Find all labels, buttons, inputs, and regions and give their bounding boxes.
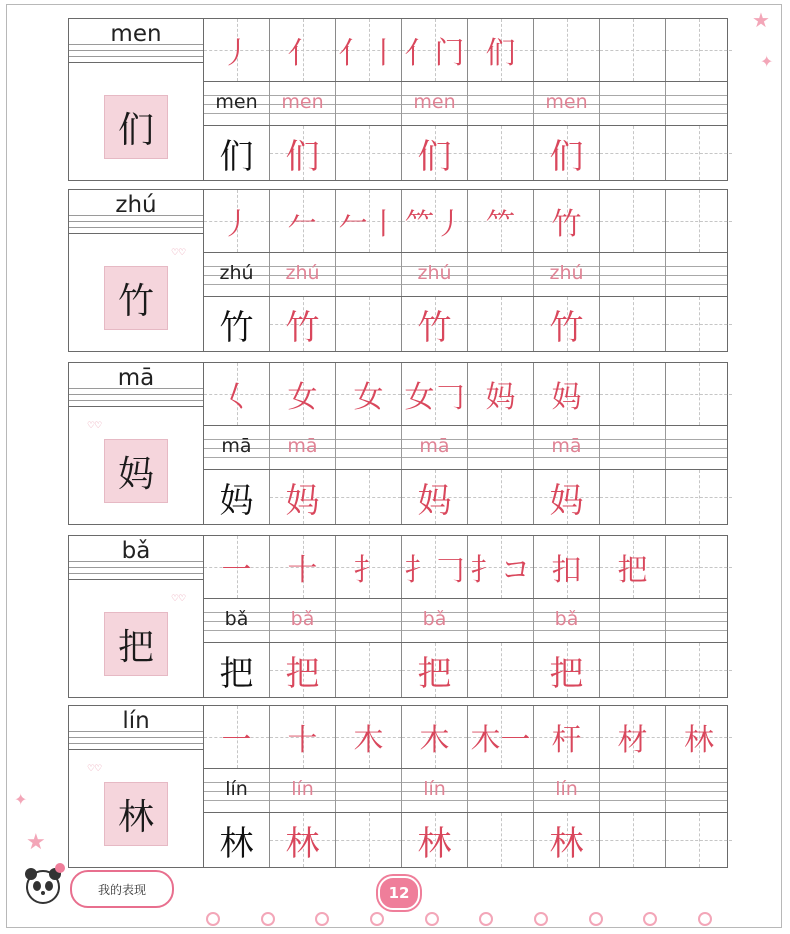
character-card: 们 [104, 95, 168, 159]
character-trace: 妈 [417, 480, 452, 521]
character-trace: 们 [549, 136, 584, 177]
character-trace: 林 [285, 823, 320, 864]
page-number: 12 [378, 876, 420, 910]
pinyin-trace[interactable]: lín [402, 769, 468, 812]
stroke-cell[interactable] [204, 19, 270, 81]
stroke-cell[interactable] [204, 536, 270, 598]
pinyin-practice-row [204, 253, 727, 297]
stroke-step: 𠂉丨 [338, 207, 399, 242]
character-trace: 林 [549, 823, 584, 864]
stroke-cell[interactable] [270, 363, 336, 425]
character-trace-cell[interactable] [336, 126, 402, 180]
stroke-step: 林 [684, 723, 714, 758]
stroke-step: 一 [221, 723, 252, 758]
hearts-icon: ♡♡ [87, 421, 102, 431]
character-trace: 把 [417, 653, 452, 694]
pinyin-trace[interactable] [336, 82, 402, 125]
character-practice-row [204, 643, 727, 697]
stroke-cell[interactable] [336, 19, 402, 81]
character-trace-cell[interactable] [402, 126, 468, 180]
character-trace-cell[interactable] [468, 470, 534, 524]
pinyin-trace[interactable] [600, 426, 666, 469]
character-info [69, 19, 204, 180]
stroke-cell[interactable] [402, 536, 468, 598]
stroke-cell[interactable] [204, 363, 270, 425]
stroke-step: 木 [353, 723, 384, 758]
pinyin-trace[interactable]: zhú [402, 253, 468, 296]
hearts-icon: ♡♡ [171, 248, 186, 258]
character-pinyin: bǎ [121, 538, 151, 564]
character-model-cell[interactable] [204, 643, 270, 697]
character-practice-row [204, 126, 727, 180]
pinyin-trace[interactable] [600, 769, 666, 812]
pinyin-trace[interactable] [336, 426, 402, 469]
pinyin-practice-row [204, 82, 727, 126]
character-practice-row [204, 470, 727, 524]
pinyin-trace[interactable]: zhú [534, 253, 600, 296]
stroke-cell[interactable] [666, 190, 732, 252]
stroke-order-row [204, 706, 727, 769]
character-trace-cell[interactable] [402, 813, 468, 867]
pinyin-trace[interactable] [468, 599, 534, 642]
flower-icon [698, 912, 712, 926]
stroke-cell[interactable] [336, 706, 402, 768]
stroke-cell[interactable] [534, 706, 600, 768]
stroke-cell[interactable] [666, 363, 732, 425]
pinyin-trace[interactable]: mā [270, 426, 336, 469]
stroke-cell[interactable] [666, 706, 732, 768]
character-card: 妈 [104, 439, 168, 503]
pinyin-trace[interactable] [600, 599, 666, 642]
performance-badge-label: 我的表现 [97, 882, 146, 897]
flower-icon [315, 912, 329, 926]
character-info [69, 363, 204, 524]
character-trace-cell[interactable] [336, 813, 402, 867]
stroke-cell[interactable] [270, 190, 336, 252]
stroke-cell[interactable] [468, 536, 534, 598]
stroke-cell[interactable] [468, 706, 534, 768]
character-trace-cell[interactable] [600, 126, 666, 180]
character-trace-cell[interactable] [666, 470, 732, 524]
character-trace: 竹 [285, 307, 320, 348]
stroke-order-row [204, 363, 727, 426]
flower-border [6, 910, 782, 928]
character-trace-cell[interactable] [468, 813, 534, 867]
stroke-step: 十 [287, 723, 318, 758]
flower-icon [370, 912, 384, 926]
stroke-step: 丿 [221, 207, 252, 242]
character-trace-cell[interactable] [600, 297, 666, 351]
stroke-step: 妈 [485, 380, 516, 415]
character-trace: 林 [417, 823, 452, 864]
character-model: 竹 [219, 307, 254, 348]
stroke-step: 木一 [470, 723, 531, 758]
pinyin-model[interactable]: zhú [204, 253, 270, 296]
character-trace-cell[interactable] [402, 470, 468, 524]
character-trace: 竹 [417, 307, 452, 348]
character-practice-row [204, 813, 727, 867]
stroke-cell[interactable] [468, 190, 534, 252]
star-decoration-icon: ★ [752, 8, 770, 32]
stroke-step: 𡿨 [221, 380, 252, 415]
stroke-cell[interactable] [534, 363, 600, 425]
pinyin-trace[interactable] [336, 599, 402, 642]
character-model-cell[interactable] [204, 297, 270, 351]
stroke-step: 扌𠃌 [404, 553, 465, 588]
pinyin-trace[interactable] [468, 82, 534, 125]
character-trace-cell[interactable] [270, 813, 336, 867]
character-model: 林 [219, 823, 254, 864]
practice-grid [204, 190, 727, 351]
pinyin-trace[interactable] [666, 253, 732, 296]
character-info [69, 706, 204, 867]
flower-icon [206, 912, 220, 926]
pinyin-model[interactable]: mā [204, 426, 270, 469]
stroke-step: 们 [485, 36, 516, 71]
pinyin-trace[interactable] [666, 769, 732, 812]
pinyin-trace[interactable] [600, 253, 666, 296]
character-trace-cell[interactable] [336, 643, 402, 697]
character-block [68, 535, 728, 698]
character-info [69, 536, 204, 697]
stroke-step: 女𠃌 [404, 380, 465, 415]
character-trace-cell[interactable] [600, 470, 666, 524]
pinyin-trace[interactable] [468, 769, 534, 812]
practice-grid [204, 363, 727, 524]
stroke-cell[interactable] [402, 19, 468, 81]
hearts-icon: ♡♡ [171, 594, 186, 604]
pinyin-trace[interactable] [336, 769, 402, 812]
character-trace: 们 [417, 136, 452, 177]
character-trace: 妈 [549, 480, 584, 521]
pinyin-trace[interactable]: lín [534, 769, 600, 812]
character-pinyin: lín [122, 708, 150, 734]
stroke-step: 女 [353, 380, 384, 415]
pinyin-trace[interactable]: mā [534, 426, 600, 469]
character-trace-cell[interactable] [468, 297, 534, 351]
character-model: 们 [219, 136, 254, 177]
stroke-cell[interactable] [600, 706, 666, 768]
pinyin-trace[interactable]: men [270, 82, 336, 125]
practice-grid [204, 19, 727, 180]
pinyin-trace[interactable] [336, 253, 402, 296]
stroke-cell[interactable] [600, 536, 666, 598]
stroke-step: 扌 [353, 553, 384, 588]
character-card: 林 [104, 782, 168, 846]
performance-badge[interactable] [70, 870, 174, 908]
character-trace-cell[interactable] [468, 643, 534, 697]
stroke-step: 材 [617, 723, 648, 758]
character-trace-cell[interactable] [336, 470, 402, 524]
character-model-cell[interactable] [204, 813, 270, 867]
pinyin-trace[interactable] [666, 426, 732, 469]
stroke-step: 亻 [287, 36, 318, 71]
stroke-cell[interactable] [468, 363, 534, 425]
stroke-cell[interactable] [468, 19, 534, 81]
stroke-step: 扌コ [470, 553, 531, 588]
character-trace-cell[interactable] [270, 126, 336, 180]
star-decoration-icon: ✦ [760, 52, 774, 71]
stroke-step: 丿 [221, 36, 252, 71]
character-trace-cell[interactable] [600, 813, 666, 867]
character-trace-cell[interactable] [402, 643, 468, 697]
flower-icon [589, 912, 603, 926]
flower-icon [261, 912, 275, 926]
character-trace: 竹 [549, 307, 584, 348]
pinyin-trace[interactable]: bǎ [270, 599, 336, 642]
pinyin-practice-row [204, 426, 727, 470]
stroke-cell[interactable] [336, 190, 402, 252]
pinyin-trace[interactable] [666, 599, 732, 642]
character-block [68, 189, 728, 352]
character-model-cell[interactable] [204, 470, 270, 524]
stroke-cell[interactable] [204, 706, 270, 768]
pinyin-model[interactable]: bǎ [204, 599, 270, 642]
stroke-cell[interactable] [600, 190, 666, 252]
pinyin-box [69, 536, 203, 580]
practice-grid [204, 536, 727, 697]
stroke-cell[interactable] [534, 19, 600, 81]
pinyin-box [69, 19, 203, 63]
character-trace-cell[interactable] [534, 643, 600, 697]
character-trace-cell[interactable] [402, 297, 468, 351]
pinyin-box [69, 706, 203, 750]
character-trace: 妈 [285, 480, 320, 521]
character-pinyin: mā [117, 365, 155, 391]
stroke-step: ⺮丿 [404, 207, 465, 242]
star-decoration-icon: ★ [26, 830, 46, 855]
character-trace-cell[interactable] [270, 297, 336, 351]
stroke-cell[interactable] [270, 19, 336, 81]
panda-mascot-icon [20, 862, 66, 908]
stroke-cell[interactable] [336, 363, 402, 425]
stroke-step: ⺮ [485, 207, 516, 242]
character-trace: 把 [285, 653, 320, 694]
character-model-cell[interactable] [204, 126, 270, 180]
pinyin-box [69, 190, 203, 234]
pinyin-trace[interactable]: men [402, 82, 468, 125]
stroke-cell[interactable] [534, 190, 600, 252]
stroke-order-row [204, 190, 727, 253]
flower-icon [534, 912, 548, 926]
pinyin-practice-row [204, 599, 727, 643]
pinyin-trace[interactable] [468, 426, 534, 469]
stroke-step: 把 [617, 553, 648, 588]
pinyin-model[interactable]: lín [204, 769, 270, 812]
pinyin-trace[interactable]: bǎ [402, 599, 468, 642]
stroke-cell[interactable] [402, 363, 468, 425]
pinyin-trace[interactable] [468, 253, 534, 296]
pinyin-model[interactable]: men [204, 82, 270, 125]
stroke-step: 亻门 [404, 36, 465, 71]
stroke-step: 亻丨 [338, 36, 399, 71]
stroke-step: 妈 [551, 380, 582, 415]
character-trace-cell[interactable] [534, 813, 600, 867]
pinyin-box [69, 363, 203, 407]
stroke-order-row [204, 536, 727, 599]
character-block [68, 18, 728, 181]
flower-icon [425, 912, 439, 926]
character-trace-cell[interactable] [666, 126, 732, 180]
character-practice-row [204, 297, 727, 351]
character-card: 竹 [104, 266, 168, 330]
stroke-step: 女 [287, 380, 318, 415]
stroke-order-row [204, 19, 727, 82]
character-trace-cell[interactable] [534, 470, 600, 524]
stroke-cell[interactable] [402, 706, 468, 768]
character-trace-cell[interactable] [534, 126, 600, 180]
character-model: 妈 [219, 480, 254, 521]
stroke-step: 十 [287, 553, 318, 588]
flower-icon [643, 912, 657, 926]
stroke-step: 𠂉 [287, 207, 318, 242]
practice-grid [204, 706, 727, 867]
character-trace: 把 [549, 653, 584, 694]
stroke-step: 木 [419, 723, 450, 758]
character-trace-cell[interactable] [534, 297, 600, 351]
character-info [69, 190, 204, 351]
character-trace-cell[interactable] [270, 470, 336, 524]
stroke-cell[interactable] [534, 536, 600, 598]
pinyin-practice-row [204, 769, 727, 813]
character-card: 把 [104, 612, 168, 676]
hearts-icon: ♡♡ [87, 764, 102, 774]
character-trace-cell[interactable] [600, 643, 666, 697]
character-pinyin: men [110, 21, 162, 47]
character-trace-cell[interactable] [666, 643, 732, 697]
stroke-step: 竹 [551, 207, 582, 242]
character-model: 把 [219, 653, 254, 694]
pinyin-trace[interactable] [600, 82, 666, 125]
stroke-cell[interactable] [600, 19, 666, 81]
star-decoration-icon: ✦ [14, 790, 28, 809]
stroke-step: 杆 [551, 723, 582, 758]
stroke-cell[interactable] [666, 19, 732, 81]
pinyin-trace[interactable]: lín [270, 769, 336, 812]
pinyin-trace[interactable]: bǎ [534, 599, 600, 642]
stroke-cell[interactable] [600, 363, 666, 425]
character-trace-cell[interactable] [666, 297, 732, 351]
character-trace-cell[interactable] [270, 643, 336, 697]
pinyin-trace[interactable] [666, 82, 732, 125]
stroke-cell[interactable] [336, 536, 402, 598]
pinyin-trace[interactable]: mā [402, 426, 468, 469]
character-trace: 们 [285, 136, 320, 177]
pinyin-trace[interactable]: zhú [270, 253, 336, 296]
pinyin-trace[interactable]: men [534, 82, 600, 125]
character-pinyin: zhú [115, 192, 157, 218]
stroke-cell[interactable] [270, 536, 336, 598]
flower-icon [479, 912, 493, 926]
character-block [68, 705, 728, 868]
stroke-step: 一 [221, 553, 252, 588]
character-trace-cell[interactable] [468, 126, 534, 180]
stroke-step: 扣 [551, 553, 582, 588]
character-trace-cell[interactable] [666, 813, 732, 867]
stroke-cell[interactable] [402, 190, 468, 252]
stroke-cell[interactable] [666, 536, 732, 598]
stroke-cell[interactable] [204, 190, 270, 252]
stroke-cell[interactable] [270, 706, 336, 768]
character-trace-cell[interactable] [336, 297, 402, 351]
character-block [68, 362, 728, 525]
